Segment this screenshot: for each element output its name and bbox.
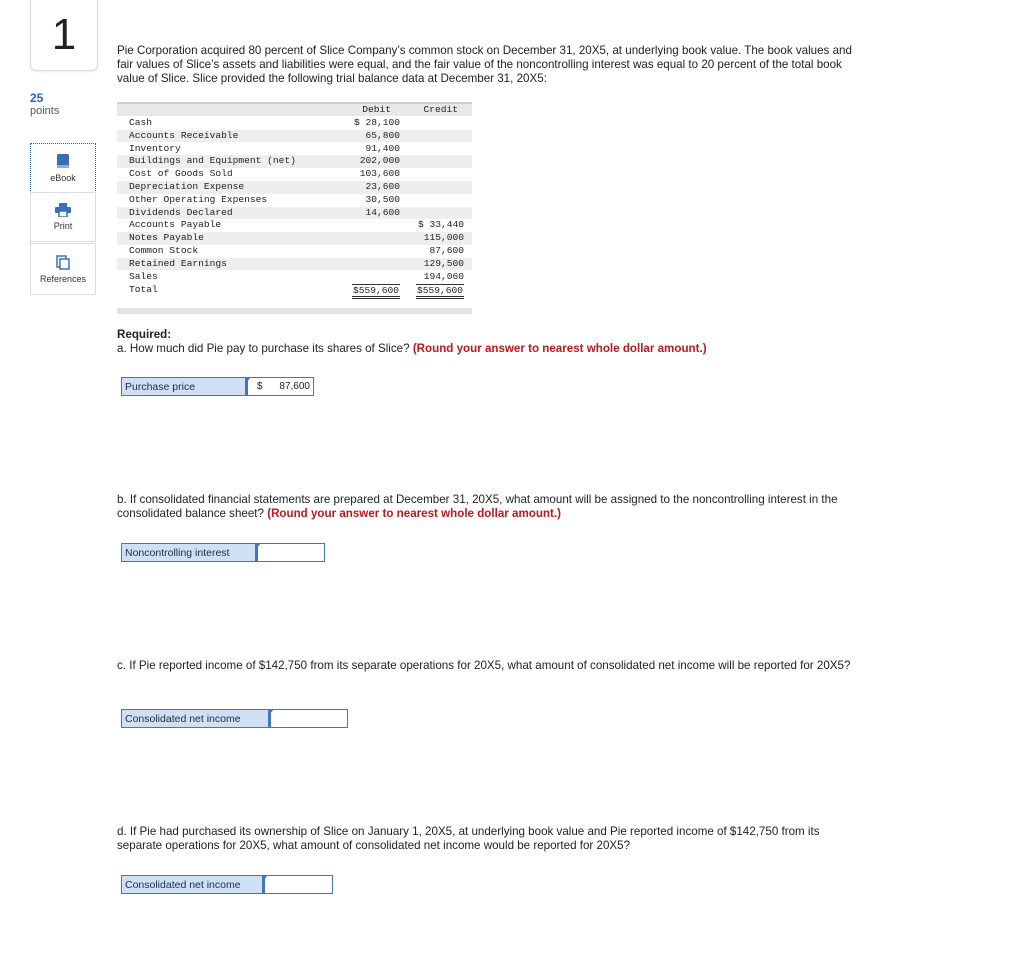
debit-value: 65,800 — [365, 129, 400, 141]
points-label: points — [30, 105, 60, 117]
noncontrolling-interest-label: Noncontrolling interest — [122, 544, 256, 561]
total-label: Total — [129, 284, 158, 295]
print-button[interactable] — [30, 192, 96, 242]
flag-icon — [246, 377, 251, 383]
flag-icon — [269, 709, 274, 715]
debit-value: 30,500 — [365, 193, 400, 205]
account-name: Cost of Goods Sold — [129, 168, 233, 180]
total-debit: $559,600 — [352, 284, 400, 299]
part-d-question: d. If Pie had purchased its ownership of Slice on January 1, 20X5, at underlying book value and Pie reported income of $142,750 from its separate operations for 20X5, what amount of consolidated net income would be reported for 20X5? — [117, 825, 820, 852]
account-name: Retained Earnings — [129, 257, 227, 269]
consolidated-net-income-c-input[interactable] — [269, 710, 347, 727]
account-name: Notes Payable — [129, 232, 204, 244]
print-label: Print — [53, 221, 73, 231]
purchase-price-input[interactable] — [246, 378, 313, 395]
table-row — [117, 143, 472, 156]
currency-symbol: $ — [257, 381, 263, 392]
table-row — [117, 181, 472, 194]
references-label: References — [39, 273, 87, 284]
question-number-box — [30, 0, 98, 71]
question-number: 1 — [51, 10, 77, 59]
credit-value: 115,000 — [423, 232, 464, 244]
table-row — [117, 232, 472, 245]
account-name: Inventory — [129, 142, 181, 154]
credit-value: 194,060 — [423, 270, 464, 282]
table-row — [117, 207, 472, 220]
debit-value: $ 28,100 — [353, 117, 400, 128]
points-value: 25 — [30, 91, 44, 105]
table-row — [117, 168, 472, 181]
account-name: Accounts Payable — [129, 219, 222, 231]
consolidated-net-income-d-input[interactable] — [263, 876, 332, 893]
table-row — [117, 194, 472, 207]
consolidated-net-income-c-label: Consolidated net income — [122, 710, 269, 727]
debit-value: 23,600 — [365, 181, 400, 192]
consolidated-net-income-d-answer — [121, 875, 333, 894]
book-icon — [56, 153, 70, 169]
credit-value: $ 33,440 — [417, 219, 464, 231]
ebook-button[interactable] — [30, 143, 96, 193]
debit-value: 14,600 — [365, 206, 400, 218]
debit-header: Debit — [362, 104, 391, 115]
account-name: Accounts Receivable — [129, 129, 239, 141]
table-row — [117, 117, 472, 130]
flag-icon — [263, 875, 268, 881]
table-row — [117, 271, 472, 284]
noncontrolling-interest-input[interactable] — [256, 544, 324, 561]
part-c-question: c. If Pie reported income of $142,750 from its separate operations for 20X5, what amount of consolidated net income will be reported for 20X5? — [117, 659, 851, 672]
table-row — [117, 155, 472, 168]
purchase-price-value: 87,600 — [279, 381, 310, 392]
table-row — [117, 258, 472, 271]
table-row — [117, 245, 472, 258]
required-label: Required: — [117, 328, 172, 341]
references-button[interactable] — [30, 243, 96, 295]
account-name: Other Operating Expenses — [129, 193, 268, 205]
flag-icon — [256, 543, 261, 549]
table-row — [117, 219, 472, 232]
account-name: Common Stock — [129, 245, 199, 256]
table-header — [117, 104, 472, 116]
part-a-question: a. How much did Pie pay to purchase its shares of Slice? (Round your answer to nearest whole dollar amount.) — [117, 342, 707, 355]
purchase-price-label: Purchase price — [122, 378, 246, 395]
references-icon — [56, 255, 70, 270]
table-row — [117, 130, 472, 143]
consolidated-net-income-c-answer — [121, 709, 348, 728]
account-name: Depreciation Expense — [129, 181, 245, 192]
credit-value: 129,500 — [423, 257, 464, 269]
credit-value: 87,600 — [429, 245, 464, 256]
account-name: Sales — [129, 270, 158, 282]
debit-value: 91,400 — [365, 142, 400, 154]
purchase-price-answer — [121, 377, 314, 396]
consolidated-net-income-d-label: Consolidated net income — [122, 876, 263, 893]
debit-value: 103,600 — [359, 168, 400, 180]
ebook-label: eBook — [50, 173, 76, 183]
account-name: Dividends Declared — [129, 206, 233, 218]
total-row — [117, 284, 472, 297]
trial-balance-table — [117, 102, 472, 314]
question-intro: Pie Corporation acquired 80 percent of Slice Company’s common stock on December 31, 20X5, at underlying book value. The book values and fair values of Slice’s assets and liabilities were equal, and the fair value of the noncontrolling interest was equal to 20 percent of the total book value of Slice. Slice provided the following trial balance data at December 31, 20X5: — [117, 44, 852, 85]
noncontrolling-interest-answer — [121, 543, 325, 562]
debit-value: 202,000 — [359, 155, 400, 167]
required-section — [117, 328, 862, 356]
total-credit: $559,600 — [416, 284, 464, 299]
part-b-question: b. If consolidated financial statements are prepared at December 31, 20X5, what amount will be assigned to the noncontrolling interest in the consolidated balance sheet? (Round your answer to nearest whole dollar amount.) — [117, 493, 838, 520]
credit-header: Credit — [423, 104, 458, 115]
points-indicator — [30, 92, 59, 118]
account-name: Buildings and Equipment (net) — [129, 155, 296, 167]
printer-icon — [55, 203, 71, 217]
account-name: Cash — [129, 117, 153, 128]
